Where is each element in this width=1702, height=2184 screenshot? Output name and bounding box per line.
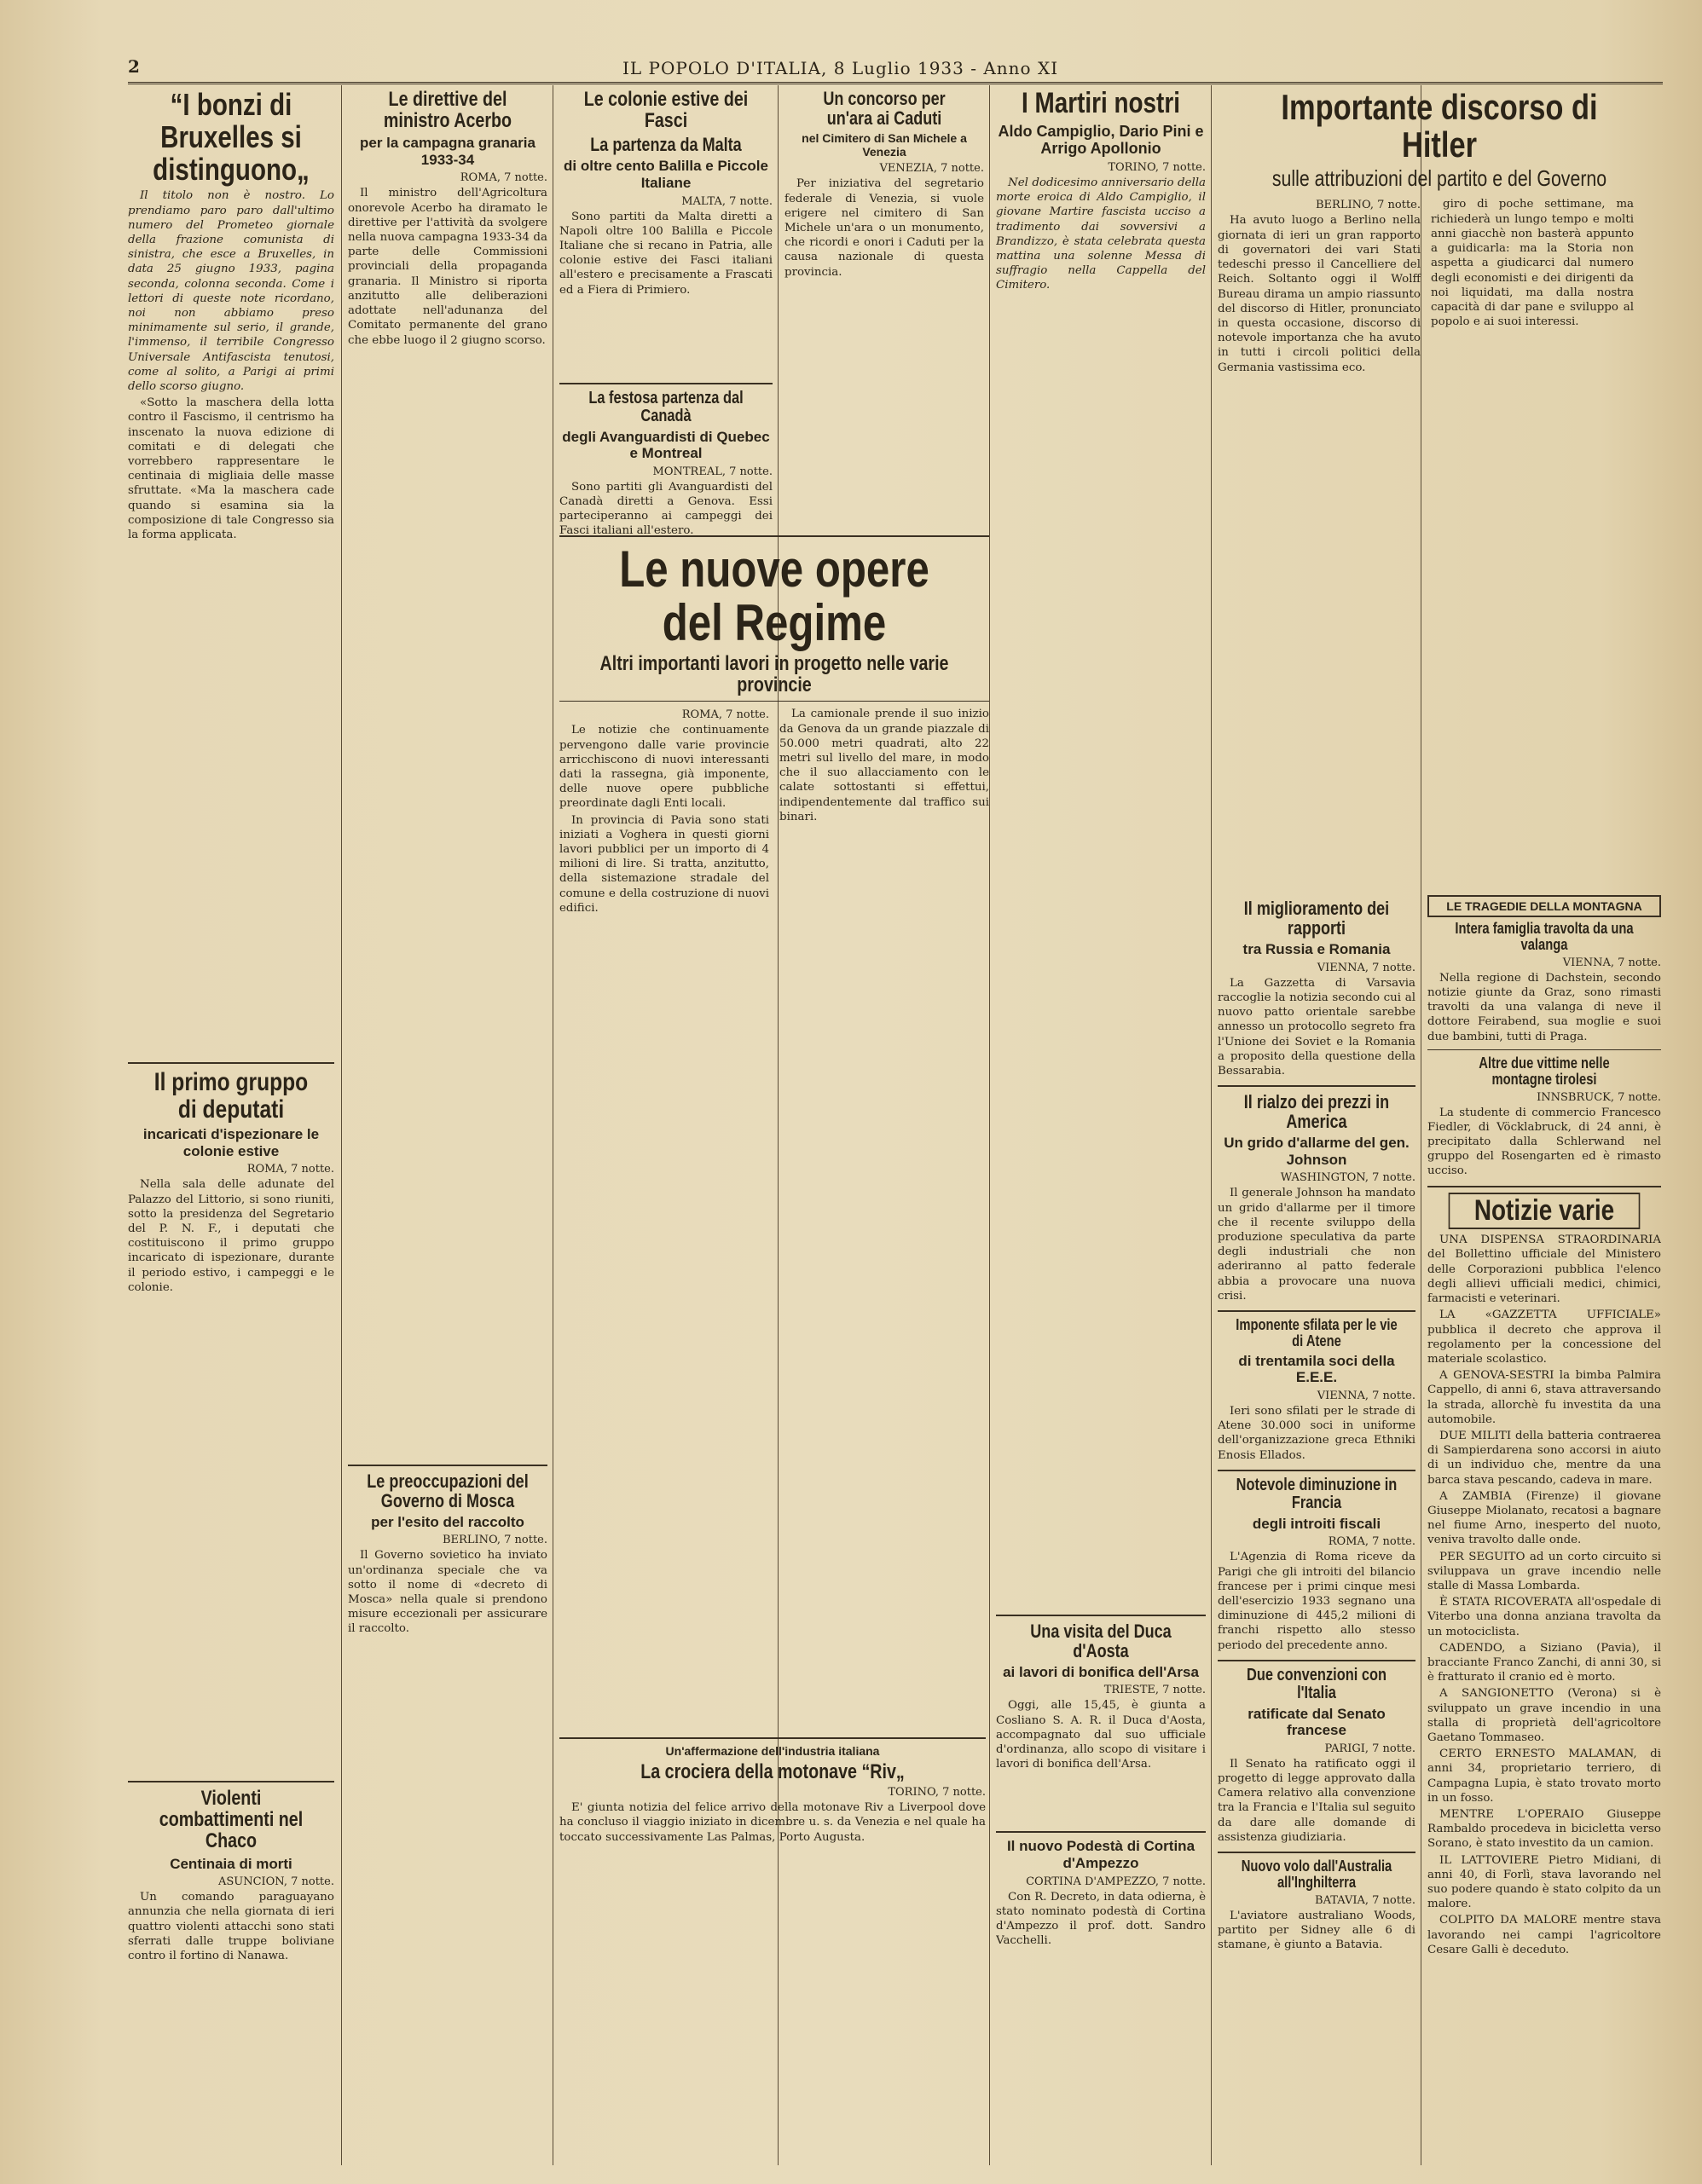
article-body: giro di poche settimane, ma richiederà un lungo tempo e molti anni giacchè non basterà appunto a guidicarla: ma la Storia non aspetta a giudicarci dal numero degli economisti e dei dirigenti da noi liquidati, ma dalla nostra capacità di dar pane e sviluppo al popolo e ai suoi interessi. bbox=[1431, 198, 1634, 329]
article-subhead: degli introiti fiscali bbox=[1252, 1515, 1381, 1532]
dateline: BERLINO, 7 notte. bbox=[442, 1534, 547, 1547]
article-subhead: per la campagna granaria 1933-34 bbox=[360, 135, 535, 168]
column-4 bbox=[784, 85, 984, 546]
news-item: A GENOVA-SESTRI la bimba Palmira Cappello, di anni 6, stava attraversando la strada, allorchè fu investita da una automobile. bbox=[1427, 1369, 1661, 1426]
article-title: Nuovo volo dall'Australia all'Inghilterra bbox=[1241, 1858, 1392, 1891]
news-item: CERTO ERNESTO MALAMAN, di anni 34, proprietario terriero, di Campagna Lupia, è stato trovato morto in un fosso. bbox=[1427, 1748, 1661, 1805]
column-5 bbox=[996, 85, 1206, 2165]
main-headline: Le nuove opere del Regime bbox=[619, 540, 929, 651]
article-title: Violenti combattimenti nel Chaco bbox=[159, 1786, 304, 1853]
dateline: BATAVIA, 7 notte. bbox=[1315, 1893, 1415, 1907]
article-body: Il Governo sovietico ha inviato un'ordinanza speciale che va sotto il nome di «decreto di Mosca» nella quale si prendono misure eccezionali per assicurare il raccolto. bbox=[348, 1549, 547, 1636]
page-header bbox=[128, 56, 1663, 84]
article-subhead: degli Avanguardisti di Quebec e Montreal bbox=[562, 428, 770, 462]
dateline: VIENNA, 7 notte. bbox=[1317, 961, 1415, 974]
dateline: INNSBRUCK, 7 notte. bbox=[1537, 1090, 1661, 1104]
dateline: MONTREAL, 7 notte. bbox=[652, 465, 773, 478]
dateline: PARIGI, 7 notte. bbox=[1324, 1742, 1415, 1755]
article-intro: Il titolo non è nostro. Lo prendiamo paro paro dall'ultimo numero del Prometeo giornale della frazione comunista di sinistra, che esce a Bruxelles, in data 25 giugno 1933, pagina seconda, colonna seconda. Come i lettori di queste note ricordano, noi non abbiamo preso minimamente sul serio, il grande, l'immenso, il terribile Congresso Universale Antifascista tenutosi, come al solito, a Parigi ai primi dello scorso giugno. bbox=[128, 189, 334, 394]
article-title: Due convenzioni con l'Italia bbox=[1246, 1665, 1387, 1702]
article-title: La crociera della motonave “Riv„ bbox=[640, 1760, 905, 1784]
article-subhead: di trentamila soci della E.E.E. bbox=[1238, 1352, 1395, 1386]
article-title: Le direttive del ministro Acerbo bbox=[383, 88, 512, 133]
column-7 bbox=[1427, 895, 1661, 2165]
article-subhead: tra Russia e Romania bbox=[1242, 941, 1391, 958]
article-title: Una visita del Duca d'Aosta bbox=[1030, 1620, 1172, 1661]
news-item: È STATA RICOVERATA all'ospedale di Viterbo una donna anziana travolta da un motociclista. bbox=[1427, 1596, 1661, 1638]
article-body: Le notizie che continuamente pervengono dalle varie provincie arricchiscono di nuovi interessanti dati la rassegna, già imponente, delle nuove opere pubbliche preordinate dagli Enti locali. bbox=[559, 724, 769, 811]
dateline: MALTA, 7 notte. bbox=[681, 194, 773, 208]
news-item: CADENDO, a Siziano (Pavia), il bracciante Franco Zanchi, di anni 30, si è fratturato il cranio ed è morto. bbox=[1427, 1641, 1661, 1684]
article-title: “I bonzi di Bruxelles si distinguono„ bbox=[153, 87, 310, 187]
dateline: VIENNA, 7 notte. bbox=[1562, 956, 1661, 969]
column-3 bbox=[559, 85, 773, 546]
column-rule bbox=[778, 85, 779, 2165]
article-title: Il rialzo dei prezzi in America bbox=[1243, 1091, 1390, 1133]
article-title: Un concorso per un'ara ai Caduti bbox=[823, 88, 946, 130]
article-body: La Gazzetta di Varsavia raccoglie la notizia secondo cui al nuovo patto orientale sarebbe annesso un protocollo segreto fra l'Unione dei Soviet e la Romania a proposito della questione della Bessarabia. bbox=[1218, 976, 1415, 1078]
column-2 bbox=[348, 85, 547, 2165]
article-body: Sono partiti da Malta diretti a Napoli oltre 100 Balilla e Piccole Italiane che si recano in Patria, alle colonie estive dei Fasci italiani all'estero e precisamente a Frascati ed a Fiera di Primiero. bbox=[559, 210, 773, 297]
main-headline: Importante discorso di Hitler bbox=[1281, 87, 1598, 165]
article-title: Il miglioramento dei rapporti bbox=[1243, 898, 1390, 939]
news-item: COLPITO DA MALORE mentre stava lavorando nei campi l'agricoltore Cesare Galli è deceduto. bbox=[1427, 1914, 1661, 1956]
column-rule bbox=[989, 85, 990, 2165]
dateline: CORTINA D'AMPEZZO, 7 notte. bbox=[1026, 1875, 1206, 1888]
news-item: A SANGIONETTO (Verona) si è sviluppato un grave incendio in una stalla di proprietà dell'agricoltore Gaetano Tommaseo. bbox=[1427, 1687, 1661, 1744]
article-subhead: nel Cimitero di San Michele a Venezia bbox=[802, 131, 967, 159]
article-body: Il ministro dell'Agricoltura onorevole Acerbo ha diramato le direttive per l'attività da svolgere nella nuova campagna 1933-34 da parte delle Commissioni provinciali della propaganda granaria. Il Ministro si riporta anzitutto alle deliberazioni adottate nell'adunanza del Comitato permanente del grano che ebbe luogo il 2 giugno scorso. bbox=[348, 187, 547, 347]
article-title: Le colonie estive dei Fasci bbox=[583, 88, 749, 133]
article-subhead: incaricati d'ispezionare le colonie estive bbox=[142, 1126, 320, 1159]
article-kicker: Un'affermazione dell'industria italiana bbox=[665, 1744, 880, 1758]
news-item: PER SEGUITO ad un corto circuito si sviluppava un grave incendio nelle stalle di Massa Lombarda. bbox=[1427, 1550, 1661, 1592]
main-subheadline: Altri importanti lavori in progetto nelle varie provincie bbox=[599, 652, 949, 697]
article-body: In provincia di Pavia sono stati iniziati a Voghera in questi giorni lavori pubblici per un importo di 4 milioni di lire. Si tratta, anzitutto, della sistemazione stradale del comune e della costruzione di nuovi edifici. bbox=[559, 813, 769, 915]
article-title: Intera famiglia travolta da una valanga bbox=[1455, 920, 1634, 953]
dateline: TRIESTE, 7 notte. bbox=[1103, 1684, 1206, 1697]
article-body: E' giunta notizia del felice arrivo della motonave Riv a Liverpool dove ha concluso il viaggio iniziato in dicembre u. s. da Venezia e nel quale ha toccato successivamente Las Palmas, Porto Augusta. bbox=[559, 1801, 986, 1844]
article-body: Nel dodicesimo anniversario della morte eroica di Aldo Campiglio, il giovane Martire fascista ucciso a tradimento dai sovversivi a Brandizzo, è stata celebrata questa mattina una solenne Messa di suffragio nella Cappella del Cimitero. bbox=[996, 176, 1206, 292]
article-body: Nella regione di Dachstein, secondo notizie giunte da Graz, sono rimasti travolti da una valanga di neve il dottore Feirabend, sua moglie e suoi due bambini, tutti di Praga. bbox=[1427, 971, 1661, 1043]
article-subhead: Un grido d'allarme del gen. Johnson bbox=[1224, 1135, 1410, 1168]
article-title: Altre due vittime nelle montagne tirolesi bbox=[1479, 1054, 1610, 1088]
article-body: Il Senato ha ratificato oggi il progetto di legge approvato dalla Camera relativo alla convenzione tra la Francia e l'Italia sul seguito da dare alle domande di assistenza giudiziaria. bbox=[1218, 1757, 1415, 1844]
dateline: ROMA, 7 notte. bbox=[1328, 1535, 1415, 1549]
column-1 bbox=[128, 85, 334, 2165]
article-title: Notevole diminuzione in Francia bbox=[1236, 1475, 1398, 1512]
dateline: VIENNA, 7 notte. bbox=[1317, 1389, 1415, 1402]
news-item: A ZAMBIA (Firenze) il giovane Giuseppe Miolanato, recatosi a bagnare nel fiume Arno, inesperto del nuoto, veniva travolto dalle onde. bbox=[1427, 1489, 1661, 1547]
dateline: WASHINGTON, 7 notte. bbox=[1280, 1171, 1415, 1185]
article-subhead: per l'esito del raccolto bbox=[371, 1513, 524, 1530]
article-body: «Sotto la maschera della lotta contro il Fascismo, il centrismo ha inscenato la nuova edizione di comitati e di delegati che vorrebbero rappresentare le centinaia di migliaia delle masse sfruttate. «Ma la maschera cade quando si esamina sia la composizione di tale Congresso sia la forma applicata. bbox=[128, 396, 334, 542]
article-body: Ha avuto luogo a Berlino nella giornata di ieri un gran rapporto di governatori dei vari Stati tedeschi presso il Cancelliere del Reich. Soltanto oggi il Wolff Bureau dirama un ampio riassunto del discorso di Hitler, pronunciato in questa occasione, discorso di notevole importanza che ha avuto in tutti i circoli politici della Germania vastissima eco. bbox=[1218, 214, 1421, 374]
dateline: VENEZIA, 7 notte. bbox=[879, 162, 984, 176]
article-title: Le preoccupazioni del Governo di Mosca bbox=[367, 1470, 529, 1511]
article-title: I Martiri nostri bbox=[1022, 87, 1180, 119]
article-subhead: Aldo Campiglio, Dario Pini e Arrigo Apollonio bbox=[998, 122, 1204, 158]
article-body: Oggi, alle 15,45, è giunta a Cosliano S. A. R. il Duca d'Aosta, accompagnato dal suo ufficiale d'ordinanza, allo scopo di visitare i lavori di bonifica dell'Arsa. bbox=[996, 1699, 1206, 1771]
column-rule bbox=[1211, 85, 1212, 2165]
article-body: L'Agenzia di Roma riceve da Parigi che gli introiti del bilancio francese per i primi cinque mesi dell'esercizio 1933 segnano una diminuzione di 445,2 milioni di franchi rispetto allo stesso periodo del precedente anno. bbox=[1218, 1551, 1415, 1652]
article-body: Sono partiti gli Avanguardisti del Canadà diretti a Genova. Essi parteciperanno ai campeggi dei Fasci italiani all'estero. bbox=[559, 480, 773, 538]
article-title: Il nuovo Podestà di Cortina d'Ampezzo bbox=[1006, 1838, 1195, 1871]
column-rule bbox=[341, 85, 342, 2165]
dateline: ASUNCION, 7 notte. bbox=[217, 1875, 334, 1889]
article-body: L'aviatore australiano Woods, partito per Sidney alle 6 di stamane, è giunto a Batavia. bbox=[1218, 1909, 1415, 1952]
article-body: La studente di commercio Francesco Fiedler, di Vöcklabruck, di 24 anni, è precipitato dalla Schlerwand nel gruppo del Rosengarten ed è rimasto ucciso. bbox=[1427, 1106, 1661, 1178]
column-6 bbox=[1218, 895, 1415, 2165]
main-article bbox=[559, 529, 989, 917]
dateline: TORINO, 7 notte. bbox=[1108, 161, 1206, 175]
news-item: MENTRE L'OPERAIO Giuseppe Rambaldo procedeva in bicicletta verso Sorano, è stato investito da un camion. bbox=[1427, 1808, 1661, 1851]
main-subheadline: sulle attribuzioni del partito e del Governo bbox=[1271, 165, 1607, 192]
article-title: Il primo gruppo di deputati bbox=[153, 1068, 309, 1124]
article-subhead: ai lavori di bonifica dell'Arsa bbox=[1003, 1663, 1199, 1680]
hitler-article bbox=[1218, 85, 1661, 377]
news-item: LA «GAZZETTA UFFICIALE» pubblica il decreto che approva il regolamento per la concessione del materiale scolastico. bbox=[1427, 1309, 1661, 1366]
article-subhead: Centinaia di morti bbox=[170, 1855, 292, 1872]
article-body: La camionale prende il suo inizio da Genova da un grande piazzale di 50.000 metri quadrati, alto 22 metri sul livello del mare, in modo che il suo allacciamento con le calate sottostanti si effettui, indipendentemente dal traffico sui binari. bbox=[779, 708, 989, 823]
dateline: BERLINO, 7 notte. bbox=[1315, 199, 1421, 212]
article-title: Imponente sfilata per le vie di Atene bbox=[1236, 1316, 1398, 1349]
article-body: Un comando paraguayano annunzia che nella giornata di ieri quattro violenti attacchi sono stati sferrati dalle truppe boliviane contro il fortino di Nanawa. bbox=[128, 1891, 334, 1962]
masthead: IL POPOLO D'ITALIA, 8 Luglio 1933 - Anno XI bbox=[622, 58, 1059, 78]
news-item: IL LATTOVIERE Pietro Midiani, di anni 40, di Forlì, stava lavorando nel suo podere quando è stato colpito da un malore. bbox=[1427, 1853, 1661, 1911]
article-subhead: ratificate dal Senato francese bbox=[1248, 1705, 1386, 1739]
article-subhead: di oltre cento Balilla e Piccole Italiane bbox=[564, 158, 768, 192]
news-item: DUE MILITI della batteria contraerea di Sampierdarena sono accorsi in aiuto di un individuo che, mentre da una barca stava pescando, cadeva in mare. bbox=[1427, 1429, 1661, 1487]
article-body: Nella sala delle adunate del Palazzo del Littorio, si sono riuniti, sotto la presidenza del Segretario del P. N. F., i deputati che costituiscono il primo gruppo incaricato di ispezionare, durante il periodo estivo, i campeggi e le colonie. bbox=[128, 1178, 334, 1294]
article-body: Il generale Johnson ha mandato un grido d'allarme per il timore che il recente sviluppo della produzione speculativa da parte degli industriali che non aderiranno al patto federale abbia a provocare una nuova crisi. bbox=[1218, 1187, 1415, 1303]
dateline: ROMA, 7 notte. bbox=[246, 1163, 334, 1176]
dateline: TORINO, 7 notte. bbox=[888, 1786, 986, 1800]
page-number: 2 bbox=[128, 56, 140, 77]
motonave-article bbox=[559, 1730, 986, 1846]
dateline: ROMA, 7 notte. bbox=[460, 171, 547, 185]
dateline: ROMA, 7 notte. bbox=[681, 708, 769, 722]
article-body: Con R. Decreto, in data odierna, è stato nominato podestà di Cortina d'Ampezzo il prof. dott. Sandro Vacchelli. bbox=[996, 1890, 1206, 1948]
section-box: LE TRAGEDIE DELLA MONTAGNA bbox=[1427, 895, 1661, 917]
article-body: Per iniziativa del segretario federale di Venezia, si vuole erigere nel cimitero di San Michele un'ara o un monumento, che ricordi e onori i Caduti per la causa nazionale di questa provincia. bbox=[784, 177, 984, 279]
news-item: UNA DISPENSA STRAORDINARIA del Bollettino ufficiale del Ministero delle Corporazioni pubblica l'elenco degli allievi ufficiali medici, chimici, farmacisti e veterinari. bbox=[1427, 1234, 1661, 1306]
article-subhead: La partenza da Malta bbox=[590, 134, 742, 156]
section-title: Notizie varie bbox=[1449, 1193, 1641, 1230]
article-body: Ieri sono sfilati per le strade di Atene 30.000 soci in uniforme dell'organizzazione greca Ethniki Enosis Ellados. bbox=[1218, 1404, 1415, 1462]
article-title: La festosa partenza dal Canadà bbox=[588, 388, 744, 425]
